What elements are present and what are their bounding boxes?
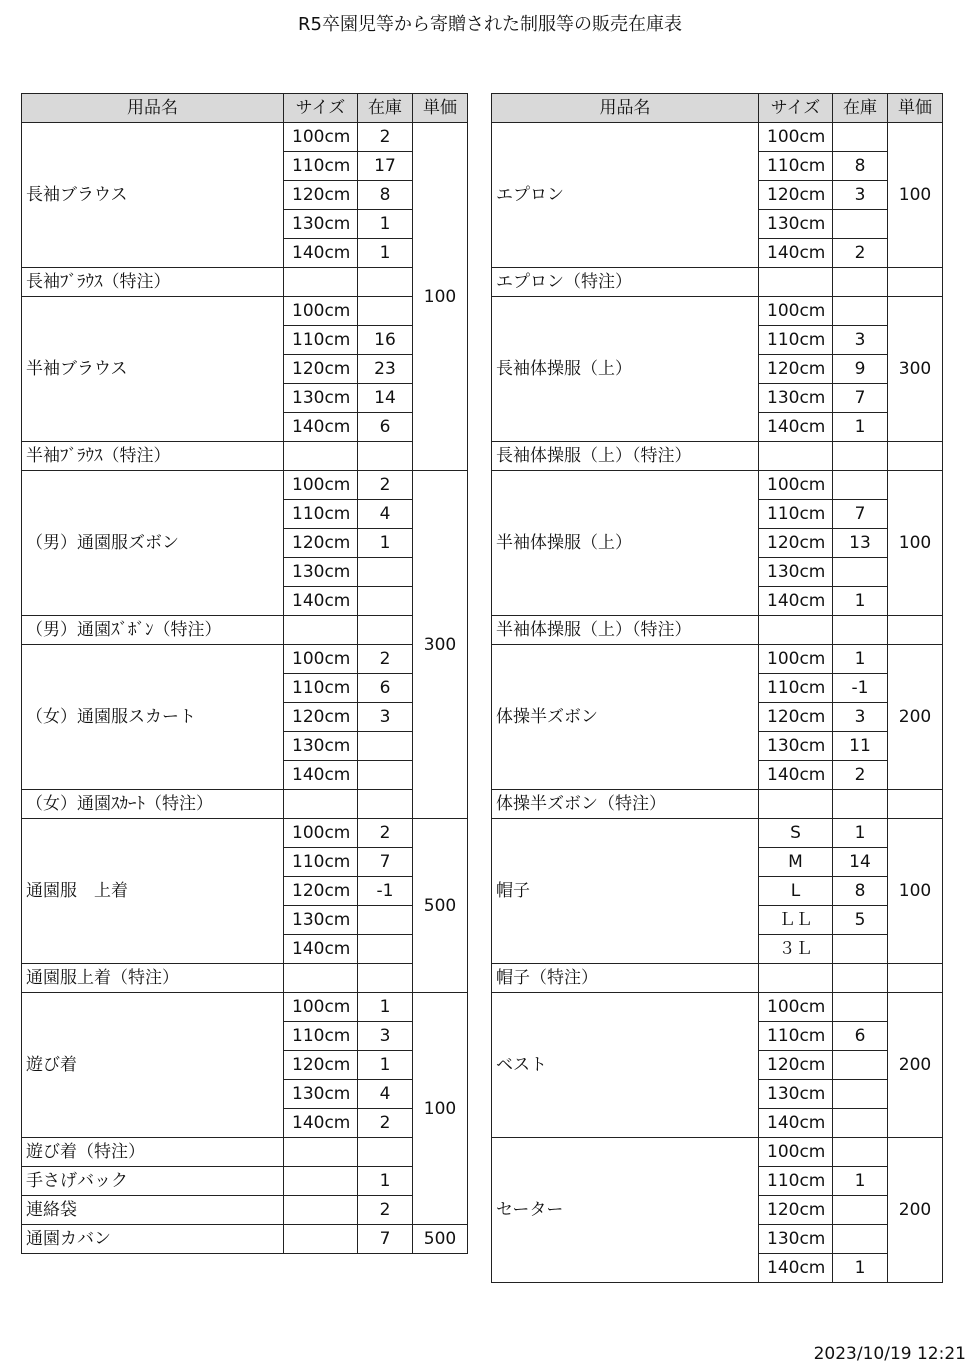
unit-price-cell <box>888 790 943 819</box>
size-cell <box>284 790 358 819</box>
item-name-cell: 帽子 <box>492 819 759 964</box>
table-row <box>492 645 943 674</box>
size-cell: 110cm <box>759 1022 833 1051</box>
stock-cell: 8 <box>833 877 888 906</box>
stock-cell <box>358 297 413 326</box>
stock-cell: 2 <box>358 1196 413 1225</box>
stock-cell: 9 <box>833 355 888 384</box>
stock-cell <box>833 210 888 239</box>
stock-cell <box>833 1138 888 1167</box>
unit-price-cell: 200 <box>888 1138 943 1283</box>
size-cell: 110cm <box>284 674 358 703</box>
item-name-cell: エプロン <box>492 123 759 268</box>
unit-price-cell: 100 <box>413 123 468 471</box>
size-cell: 120cm <box>284 703 358 732</box>
stock-cell: 7 <box>358 1225 413 1254</box>
stock-cell <box>358 442 413 471</box>
size-cell: 140cm <box>284 935 358 964</box>
size-cell: 130cm <box>284 384 358 413</box>
size-cell: 120cm <box>759 529 833 558</box>
stock-cell: 1 <box>358 1167 413 1196</box>
stock-cell: 2 <box>833 761 888 790</box>
unit-price-cell: 100 <box>888 819 943 964</box>
stock-cell <box>358 761 413 790</box>
stock-cell <box>358 906 413 935</box>
item-name-cell: 半袖体操服（上）（特注） <box>492 616 759 645</box>
stock-cell <box>833 1080 888 1109</box>
item-name-cell: 半袖体操服（上） <box>492 471 759 616</box>
size-cell: 110cm <box>759 500 833 529</box>
table-row <box>22 471 468 500</box>
item-name-cell: 半袖ﾌﾞﾗｳｽ（特注） <box>22 442 284 471</box>
size-cell: 120cm <box>759 1196 833 1225</box>
size-cell: 130cm <box>284 732 358 761</box>
size-cell: 140cm <box>284 587 358 616</box>
stock-cell: 1 <box>358 239 413 268</box>
item-name-cell: ベスト <box>492 993 759 1138</box>
header-item-name: 用品名 <box>492 94 759 123</box>
size-cell: 100cm <box>759 645 833 674</box>
stock-cell <box>358 616 413 645</box>
unit-price-cell: 300 <box>888 297 943 442</box>
stock-cell: 6 <box>833 1022 888 1051</box>
stock-cell: 5 <box>833 906 888 935</box>
item-name-cell: 連絡袋 <box>22 1196 284 1225</box>
inventory-table-right <box>491 93 943 1283</box>
stock-cell: 16 <box>358 326 413 355</box>
stock-cell <box>833 993 888 1022</box>
item-name-cell: （男）通園服ズボン <box>22 471 284 616</box>
table-row <box>492 1138 943 1167</box>
stock-cell: 8 <box>358 181 413 210</box>
item-name-cell: （女）通園服スカート <box>22 645 284 790</box>
size-cell <box>759 268 833 297</box>
unit-price-cell: 500 <box>413 1225 468 1254</box>
item-name-cell: 帽子（特注） <box>492 964 759 993</box>
table-row <box>492 616 943 645</box>
size-cell: 140cm <box>759 413 833 442</box>
unit-price-cell: 500 <box>413 819 468 993</box>
table-row <box>22 645 468 674</box>
stock-cell: 11 <box>833 732 888 761</box>
size-cell: 110cm <box>284 1022 358 1051</box>
size-cell: 130cm <box>284 1080 358 1109</box>
size-cell: 120cm <box>284 529 358 558</box>
size-cell <box>284 1138 358 1167</box>
size-cell: 100cm <box>284 993 358 1022</box>
stock-cell: 1 <box>833 413 888 442</box>
item-name-cell: セーター <box>492 1138 759 1283</box>
size-cell: 100cm <box>284 471 358 500</box>
item-name-cell: 長袖ﾌﾞﾗｳｽ（特注） <box>22 268 284 297</box>
page-title: R5卒園児等から寄贈された制服等の販売在庫表 <box>298 14 682 35</box>
stock-cell: 6 <box>358 413 413 442</box>
size-cell: 120cm <box>759 703 833 732</box>
size-cell: 100cm <box>284 297 358 326</box>
size-cell <box>284 1167 358 1196</box>
table-row <box>22 1225 468 1254</box>
item-name-cell: （男）通園ｽﾞﾎﾞﾝ（特注） <box>22 616 284 645</box>
header-unit-price: 単価 <box>413 94 468 123</box>
unit-price-cell <box>888 268 943 297</box>
size-cell: S <box>759 819 833 848</box>
table-row <box>22 616 468 645</box>
size-cell: 100cm <box>759 297 833 326</box>
stock-cell: 3 <box>358 703 413 732</box>
stock-cell <box>833 964 888 993</box>
size-cell: 110cm <box>284 500 358 529</box>
size-cell: L <box>759 877 833 906</box>
size-cell <box>284 442 358 471</box>
stock-cell <box>833 471 888 500</box>
size-cell: 130cm <box>759 210 833 239</box>
header-stock: 在庫 <box>358 94 413 123</box>
stock-cell: 7 <box>358 848 413 877</box>
size-cell: 120cm <box>284 1051 358 1080</box>
size-cell: 140cm <box>284 761 358 790</box>
header-item-name: 用品名 <box>22 94 284 123</box>
table-row <box>22 819 468 848</box>
size-cell <box>284 1196 358 1225</box>
stock-cell: 4 <box>358 500 413 529</box>
table-row <box>492 964 943 993</box>
size-cell <box>284 964 358 993</box>
stock-cell: 1 <box>833 645 888 674</box>
unit-price-cell <box>888 616 943 645</box>
unit-price-cell: 100 <box>888 471 943 616</box>
size-cell: 140cm <box>759 587 833 616</box>
stock-cell: 2 <box>358 645 413 674</box>
table-row <box>22 964 468 993</box>
stock-cell: 1 <box>358 529 413 558</box>
item-name-cell: （女）通園ｽｶｰﾄ（特注） <box>22 790 284 819</box>
stock-cell: 2 <box>358 471 413 500</box>
stock-cell: 14 <box>833 848 888 877</box>
stock-cell <box>833 1109 888 1138</box>
item-name-cell: 遊び着 <box>22 993 284 1138</box>
table-row <box>492 442 943 471</box>
size-cell: M <box>759 848 833 877</box>
table-row <box>492 268 943 297</box>
size-cell: 100cm <box>759 1138 833 1167</box>
table-row <box>492 790 943 819</box>
stock-cell: 7 <box>833 500 888 529</box>
size-cell: 120cm <box>759 1051 833 1080</box>
item-name-cell: 長袖体操服（上） <box>492 297 759 442</box>
table-row <box>22 993 468 1022</box>
table-row <box>492 819 943 848</box>
stock-cell <box>358 1138 413 1167</box>
size-cell <box>759 790 833 819</box>
stock-cell: 1 <box>833 587 888 616</box>
table-row <box>492 993 943 1022</box>
unit-price-cell: 100 <box>413 993 468 1225</box>
item-name-cell: 半袖ブラウス <box>22 297 284 442</box>
item-name-cell: 体操半ズボン（特注） <box>492 790 759 819</box>
table-row <box>22 1196 468 1225</box>
item-name-cell: 長袖体操服（上）（特注） <box>492 442 759 471</box>
stock-cell: 3 <box>358 1022 413 1051</box>
size-cell <box>284 268 358 297</box>
size-cell: 120cm <box>759 355 833 384</box>
item-name-cell: 手さげバック <box>22 1167 284 1196</box>
size-cell: 120cm <box>284 877 358 906</box>
size-cell <box>759 616 833 645</box>
stock-cell: 1 <box>833 1167 888 1196</box>
stock-cell: 8 <box>833 152 888 181</box>
stock-cell: 1 <box>358 210 413 239</box>
size-cell: 130cm <box>284 906 358 935</box>
size-cell: 140cm <box>284 239 358 268</box>
size-cell: 110cm <box>284 848 358 877</box>
stock-cell: 6 <box>358 674 413 703</box>
size-cell: 110cm <box>759 152 833 181</box>
size-cell: 130cm <box>284 210 358 239</box>
stock-cell <box>833 935 888 964</box>
stock-cell: 13 <box>833 529 888 558</box>
item-name-cell: 長袖ブラウス <box>22 123 284 268</box>
table-row <box>22 123 468 152</box>
stock-cell <box>358 268 413 297</box>
size-cell <box>759 964 833 993</box>
stock-cell <box>833 1196 888 1225</box>
table-row <box>492 297 943 326</box>
stock-cell: 1 <box>833 819 888 848</box>
stock-cell <box>833 1051 888 1080</box>
size-cell: 130cm <box>284 558 358 587</box>
size-cell: 130cm <box>759 384 833 413</box>
table-row <box>492 123 943 152</box>
size-cell: 110cm <box>284 326 358 355</box>
item-name-cell: エプロン（特注） <box>492 268 759 297</box>
unit-price-cell: 300 <box>413 471 468 819</box>
size-cell: 130cm <box>759 732 833 761</box>
stock-cell: 3 <box>833 181 888 210</box>
size-cell: 140cm <box>759 1109 833 1138</box>
stock-cell: 2 <box>358 819 413 848</box>
size-cell: 100cm <box>284 819 358 848</box>
unit-price-cell <box>888 964 943 993</box>
stock-cell <box>833 297 888 326</box>
stock-cell: 2 <box>358 123 413 152</box>
stock-cell <box>833 616 888 645</box>
stock-cell <box>833 790 888 819</box>
size-cell <box>284 1225 358 1254</box>
stock-cell <box>358 732 413 761</box>
unit-price-cell: 200 <box>888 993 943 1138</box>
size-cell: 100cm <box>284 645 358 674</box>
size-cell <box>284 616 358 645</box>
stock-cell <box>358 558 413 587</box>
item-name-cell: 通園服上着（特注） <box>22 964 284 993</box>
stock-cell: 2 <box>358 1109 413 1138</box>
item-name-cell: 通園服 上着 <box>22 819 284 964</box>
size-cell: 120cm <box>284 355 358 384</box>
header-size: サイズ <box>284 94 358 123</box>
item-name-cell: 体操半ズボン <box>492 645 759 790</box>
table-row <box>22 442 468 471</box>
stock-cell <box>833 268 888 297</box>
table-row <box>22 790 468 819</box>
unit-price-cell <box>888 442 943 471</box>
size-cell: 100cm <box>759 471 833 500</box>
size-cell <box>759 442 833 471</box>
stock-cell: 7 <box>833 384 888 413</box>
unit-price-cell: 100 <box>888 123 943 268</box>
size-cell: 140cm <box>759 1254 833 1283</box>
stock-cell: -1 <box>358 877 413 906</box>
size-cell: 120cm <box>759 181 833 210</box>
stock-cell: 14 <box>358 384 413 413</box>
size-cell: 140cm <box>284 1109 358 1138</box>
stock-cell: 23 <box>358 355 413 384</box>
header-size: サイズ <box>759 94 833 123</box>
size-cell: 100cm <box>759 993 833 1022</box>
table-header-row <box>492 94 943 123</box>
table-row <box>22 1167 468 1196</box>
stock-cell <box>358 587 413 616</box>
size-cell: 110cm <box>759 1167 833 1196</box>
size-cell: 100cm <box>284 123 358 152</box>
size-cell: 130cm <box>759 558 833 587</box>
size-cell: 140cm <box>759 761 833 790</box>
stock-cell <box>358 790 413 819</box>
size-cell: 110cm <box>284 152 358 181</box>
item-name-cell: 遊び着（特注） <box>22 1138 284 1167</box>
stock-cell: 1 <box>358 1051 413 1080</box>
size-cell: 110cm <box>759 326 833 355</box>
size-cell: 130cm <box>759 1225 833 1254</box>
stock-cell <box>833 558 888 587</box>
inventory-table-left <box>21 93 468 1254</box>
table-header-row <box>22 94 468 123</box>
stock-cell <box>358 964 413 993</box>
table-row <box>22 1138 468 1167</box>
stock-cell <box>833 442 888 471</box>
table-row <box>492 471 943 500</box>
item-name-cell: 通園カバン <box>22 1225 284 1254</box>
header-stock: 在庫 <box>833 94 888 123</box>
stock-cell: 3 <box>833 326 888 355</box>
stock-cell: 4 <box>358 1080 413 1109</box>
size-cell: 120cm <box>284 181 358 210</box>
stock-cell: 1 <box>833 1254 888 1283</box>
unit-price-cell: 200 <box>888 645 943 790</box>
size-cell: 130cm <box>759 1080 833 1109</box>
stock-cell <box>358 935 413 964</box>
size-cell: ＬＬ <box>759 906 833 935</box>
header-unit-price: 単価 <box>888 94 943 123</box>
size-cell: 110cm <box>759 674 833 703</box>
stock-cell: -1 <box>833 674 888 703</box>
stock-cell: 1 <box>358 993 413 1022</box>
table-row <box>22 268 468 297</box>
stock-cell <box>833 1225 888 1254</box>
size-cell: 100cm <box>759 123 833 152</box>
size-cell: 140cm <box>759 239 833 268</box>
stock-cell: 17 <box>358 152 413 181</box>
size-cell: 140cm <box>284 413 358 442</box>
stock-cell <box>833 123 888 152</box>
size-cell: ３Ｌ <box>759 935 833 964</box>
stock-cell: 3 <box>833 703 888 732</box>
table-row <box>22 297 468 326</box>
stock-cell: 2 <box>833 239 888 268</box>
timestamp: 2023/10/19 12:21 <box>813 1344 966 1364</box>
